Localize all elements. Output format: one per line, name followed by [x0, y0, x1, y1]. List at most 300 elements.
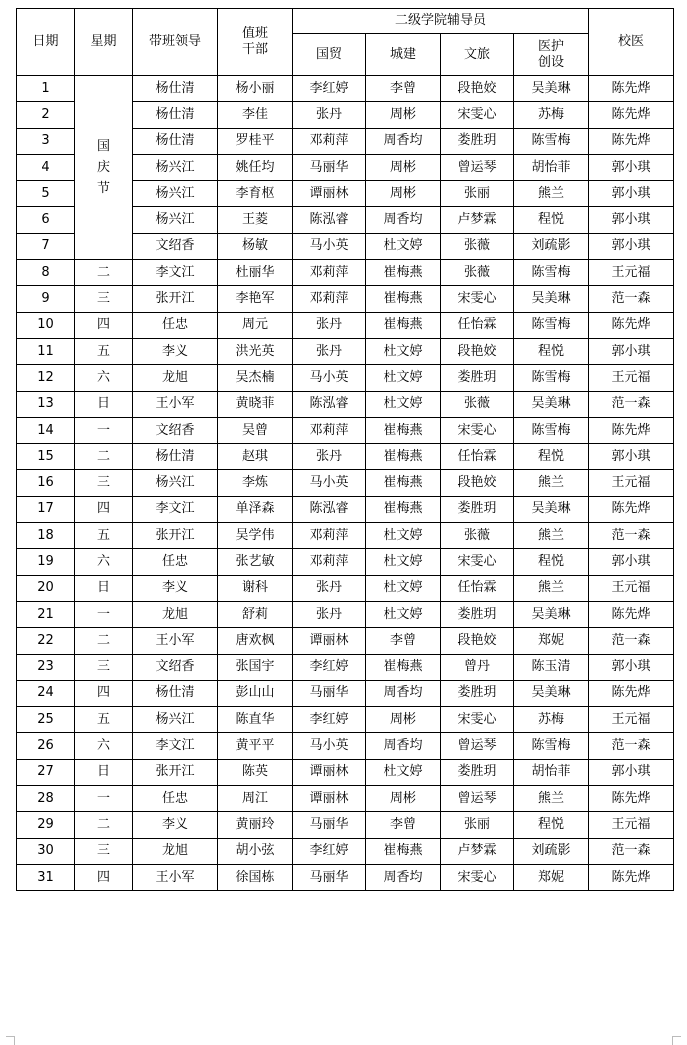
- table-row: [17, 759, 674, 785]
- cell-doctor: 陈先烨: [589, 786, 674, 812]
- header-wenlv: 文旅: [441, 34, 514, 76]
- cell-wenlv: 张薇: [441, 233, 514, 259]
- cell-cadre: 李艳军: [218, 286, 293, 312]
- cell-cadre: 周江: [218, 786, 293, 812]
- cell-leader: 杨仕清: [133, 444, 218, 470]
- cell-leader: 张开江: [133, 286, 218, 312]
- cell-date: 16: [17, 470, 75, 496]
- cell-chengjian: 周香均: [366, 207, 441, 233]
- holiday-char: 庆: [96, 160, 110, 176]
- cell-wenlv: 娄胜玥: [441, 759, 514, 785]
- cell-leader: 杨兴江: [133, 207, 218, 233]
- cell-wenlv: 宋雯心: [441, 549, 514, 575]
- cell-wenlv: 任怡霖: [441, 312, 514, 338]
- header-duty-cadre-line2: 干部: [241, 42, 268, 57]
- holiday-char: 国: [96, 139, 110, 155]
- cell-leader: 李义: [133, 338, 218, 364]
- cell-guomao: 马小英: [293, 733, 366, 759]
- cell-chengjian: 崔梅燕: [366, 470, 441, 496]
- cell-yihu: 吴美琳: [514, 496, 589, 522]
- cell-leader: 王小军: [133, 391, 218, 417]
- cell-chengjian: 周彬: [366, 102, 441, 128]
- cell-cadre: 吴曾: [218, 417, 293, 443]
- cell-yihu: 程悦: [514, 207, 589, 233]
- cell-weekday: 三: [75, 286, 133, 312]
- header-chengjian: 城建: [366, 34, 441, 76]
- cell-weekday: 一: [75, 417, 133, 443]
- cell-yihu: 苏梅: [514, 707, 589, 733]
- header-duty-cadre-line1: 值班: [241, 26, 268, 41]
- cell-guomao: 陈泓睿: [293, 207, 366, 233]
- cell-yihu: 熊兰: [514, 575, 589, 601]
- cell-yihu: 吴美琳: [514, 680, 589, 706]
- cell-wenlv: 宋雯心: [441, 286, 514, 312]
- cell-leader: 杨兴江: [133, 470, 218, 496]
- cell-wenlv: 娄胜玥: [441, 680, 514, 706]
- cell-yihu: 程悦: [514, 444, 589, 470]
- cell-guomao: 张丹: [293, 444, 366, 470]
- cell-doctor: 范一森: [589, 838, 674, 864]
- cell-chengjian: 李曾: [366, 76, 441, 102]
- cell-leader: 张开江: [133, 759, 218, 785]
- cell-date: 5: [17, 181, 75, 207]
- cell-wenlv: 娄胜玥: [441, 601, 514, 627]
- cell-doctor: 郭小琪: [589, 549, 674, 575]
- cell-weekday: 日: [75, 759, 133, 785]
- cell-doctor: 郭小琪: [589, 444, 674, 470]
- header-date: 日期: [17, 9, 75, 76]
- cell-weekday: 二: [75, 812, 133, 838]
- cell-leader: 杨仕清: [133, 680, 218, 706]
- cell-doctor: 王元福: [589, 707, 674, 733]
- cell-yihu: 熊兰: [514, 181, 589, 207]
- table-row: [17, 864, 674, 890]
- cell-date: 19: [17, 549, 75, 575]
- cell-guomao: 邓莉萍: [293, 286, 366, 312]
- cell-doctor: 王元福: [589, 365, 674, 391]
- cell-cadre: 胡小弦: [218, 838, 293, 864]
- cell-guomao: 李红婷: [293, 76, 366, 102]
- cell-wenlv: 张薇: [441, 523, 514, 549]
- cell-leader: 杨仕清: [133, 102, 218, 128]
- table-row: [17, 523, 674, 549]
- cell-doctor: 郭小琪: [589, 338, 674, 364]
- cell-guomao: 张丹: [293, 575, 366, 601]
- cell-chengjian: 崔梅燕: [366, 444, 441, 470]
- cell-guomao: 马丽华: [293, 812, 366, 838]
- cell-wenlv: 张薇: [441, 260, 514, 286]
- cell-doctor: 王元福: [589, 812, 674, 838]
- cell-guomao: 邓莉萍: [293, 523, 366, 549]
- cell-chengjian: 周香均: [366, 128, 441, 154]
- table-row: [17, 338, 674, 364]
- cell-guomao: 张丹: [293, 338, 366, 364]
- cell-chengjian: 杜文婷: [366, 575, 441, 601]
- cell-weekday: 三: [75, 654, 133, 680]
- cell-wenlv: 张丽: [441, 181, 514, 207]
- cell-date: 22: [17, 628, 75, 654]
- table-row: [17, 786, 674, 812]
- cell-doctor: 陈先烨: [589, 128, 674, 154]
- table-row: [17, 812, 674, 838]
- cell-chengjian: 周香均: [366, 680, 441, 706]
- cell-weekday: 六: [75, 365, 133, 391]
- cell-date: 28: [17, 786, 75, 812]
- cell-date: 27: [17, 759, 75, 785]
- table-row: [17, 628, 674, 654]
- cell-wenlv: 张薇: [441, 391, 514, 417]
- cell-leader: 任忠: [133, 549, 218, 575]
- header-leader: 带班领导: [133, 9, 218, 76]
- cell-weekday: 三: [75, 470, 133, 496]
- cell-cadre: 彭山山: [218, 680, 293, 706]
- cell-leader: 张开江: [133, 523, 218, 549]
- cell-date: 20: [17, 575, 75, 601]
- header-guomao: 国贸: [293, 34, 366, 76]
- cell-date: 8: [17, 260, 75, 286]
- cell-guomao: 谭丽林: [293, 759, 366, 785]
- cell-doctor: 郭小琪: [589, 207, 674, 233]
- cell-guomao: 谭丽林: [293, 628, 366, 654]
- cell-yihu: 苏梅: [514, 102, 589, 128]
- table-row: [17, 654, 674, 680]
- cell-doctor: 范一森: [589, 628, 674, 654]
- cell-weekday: 六: [75, 549, 133, 575]
- cell-guomao: 马丽华: [293, 154, 366, 180]
- cell-chengjian: 周彬: [366, 181, 441, 207]
- cell-guomao: 邓莉萍: [293, 260, 366, 286]
- table-row: [17, 707, 674, 733]
- cell-doctor: 郭小琪: [589, 233, 674, 259]
- table-row: [17, 76, 674, 102]
- cell-doctor: 范一森: [589, 523, 674, 549]
- cell-weekday: 二: [75, 260, 133, 286]
- cell-chengjian: 杜文婷: [366, 338, 441, 364]
- cell-cadre: 杨小丽: [218, 76, 293, 102]
- header-weekday: 星期: [75, 9, 133, 76]
- cell-yihu: 陈雪梅: [514, 417, 589, 443]
- cell-leader: 杨兴江: [133, 154, 218, 180]
- cell-guomao: 邓莉萍: [293, 417, 366, 443]
- cell-doctor: 陈先烨: [589, 76, 674, 102]
- cell-holiday-national-day: [75, 76, 133, 260]
- cell-doctor: 陈先烨: [589, 312, 674, 338]
- cell-wenlv: 曾运琴: [441, 733, 514, 759]
- cell-date: 4: [17, 154, 75, 180]
- cell-cadre: 王菱: [218, 207, 293, 233]
- cell-leader: 文绍香: [133, 654, 218, 680]
- cell-wenlv: 宋雯心: [441, 102, 514, 128]
- cell-leader: 杨仕清: [133, 128, 218, 154]
- cell-wenlv: 卢梦霖: [441, 838, 514, 864]
- cell-yihu: 郑妮: [514, 864, 589, 890]
- cell-leader: 杨兴江: [133, 181, 218, 207]
- cell-doctor: 陈先烨: [589, 417, 674, 443]
- cell-leader: 李义: [133, 575, 218, 601]
- table-row: [17, 575, 674, 601]
- table-row: [17, 444, 674, 470]
- cell-date: 10: [17, 312, 75, 338]
- cell-leader: 李文江: [133, 496, 218, 522]
- cell-wenlv: 宋雯心: [441, 864, 514, 890]
- cell-guomao: 张丹: [293, 312, 366, 338]
- table-row: [17, 417, 674, 443]
- table-row: [17, 549, 674, 575]
- cell-yihu: 陈玉清: [514, 654, 589, 680]
- cell-doctor: 王元福: [589, 575, 674, 601]
- cell-date: 7: [17, 233, 75, 259]
- cell-weekday: 四: [75, 496, 133, 522]
- cell-wenlv: 任怡霖: [441, 444, 514, 470]
- cell-wenlv: 段艳姣: [441, 338, 514, 364]
- cell-cadre: 舒莉: [218, 601, 293, 627]
- cell-weekday: 五: [75, 707, 133, 733]
- cell-doctor: 范一森: [589, 733, 674, 759]
- cell-wenlv: 曾运琴: [441, 786, 514, 812]
- cell-date: 23: [17, 654, 75, 680]
- cell-leader: 任忠: [133, 786, 218, 812]
- cell-chengjian: 杜文婷: [366, 233, 441, 259]
- cell-date: 17: [17, 496, 75, 522]
- cell-chengjian: 崔梅燕: [366, 838, 441, 864]
- duty-schedule-table: [16, 8, 674, 891]
- cell-doctor: 郭小琪: [589, 759, 674, 785]
- cell-yihu: 吴美琳: [514, 286, 589, 312]
- cell-wenlv: 段艳姣: [441, 470, 514, 496]
- cell-date: 31: [17, 864, 75, 890]
- cell-yihu: 郑妮: [514, 628, 589, 654]
- cell-doctor: 郭小琪: [589, 181, 674, 207]
- cell-guomao: 谭丽林: [293, 786, 366, 812]
- cell-cadre: 谢科: [218, 575, 293, 601]
- cell-cadre: 姚任均: [218, 154, 293, 180]
- cell-doctor: 郭小琪: [589, 154, 674, 180]
- cell-wenlv: 段艳姣: [441, 76, 514, 102]
- cell-leader: 王小军: [133, 628, 218, 654]
- cell-cadre: 杜丽华: [218, 260, 293, 286]
- cell-cadre: 杨敏: [218, 233, 293, 259]
- cell-chengjian: 崔梅燕: [366, 496, 441, 522]
- cell-wenlv: 曾运琴: [441, 154, 514, 180]
- table-row: [17, 312, 674, 338]
- cell-wenlv: 宋雯心: [441, 707, 514, 733]
- cell-yihu: 熊兰: [514, 470, 589, 496]
- cell-chengjian: 杜文婷: [366, 365, 441, 391]
- cell-doctor: 陈先烨: [589, 864, 674, 890]
- cell-wenlv: 宋雯心: [441, 417, 514, 443]
- cell-leader: 王小军: [133, 864, 218, 890]
- cell-date: 9: [17, 286, 75, 312]
- cell-weekday: 一: [75, 786, 133, 812]
- cell-yihu: 陈雪梅: [514, 365, 589, 391]
- cell-weekday: 一: [75, 601, 133, 627]
- cell-guomao: 陈泓睿: [293, 391, 366, 417]
- header-yihu-chuangshe: [514, 34, 589, 76]
- cell-date: 1: [17, 76, 75, 102]
- cell-doctor: 陈先烨: [589, 102, 674, 128]
- cell-yihu: 熊兰: [514, 523, 589, 549]
- cell-cadre: 吴学伟: [218, 523, 293, 549]
- cell-chengjian: 周彬: [366, 707, 441, 733]
- cell-wenlv: 张丽: [441, 812, 514, 838]
- cell-cadre: 徐国栋: [218, 864, 293, 890]
- cell-chengjian: 杜文婷: [366, 601, 441, 627]
- cell-cadre: 黄晓菲: [218, 391, 293, 417]
- cell-date: 25: [17, 707, 75, 733]
- cell-chengjian: 崔梅燕: [366, 286, 441, 312]
- cell-weekday: 日: [75, 575, 133, 601]
- cell-weekday: 日: [75, 391, 133, 417]
- cell-leader: 龙旭: [133, 601, 218, 627]
- cell-guomao: 陈泓睿: [293, 496, 366, 522]
- cell-yihu: 陈雪梅: [514, 260, 589, 286]
- cell-date: 14: [17, 417, 75, 443]
- cell-cadre: 李炼: [218, 470, 293, 496]
- cell-weekday: 四: [75, 312, 133, 338]
- cell-leader: 文绍香: [133, 417, 218, 443]
- cell-doctor: 郭小琪: [589, 654, 674, 680]
- cell-leader: 文绍香: [133, 233, 218, 259]
- cell-guomao: 邓莉萍: [293, 549, 366, 575]
- cell-leader: 李文江: [133, 260, 218, 286]
- cell-doctor: 范一森: [589, 391, 674, 417]
- cell-doctor: 王元福: [589, 470, 674, 496]
- cell-chengjian: 崔梅燕: [366, 260, 441, 286]
- cell-weekday: 四: [75, 680, 133, 706]
- cell-date: 12: [17, 365, 75, 391]
- cell-cadre: 洪光英: [218, 338, 293, 364]
- cell-date: 21: [17, 601, 75, 627]
- cell-yihu: 刘疏影: [514, 233, 589, 259]
- cell-weekday: 四: [75, 864, 133, 890]
- cell-chengjian: 崔梅燕: [366, 654, 441, 680]
- cell-cadre: 陈直华: [218, 707, 293, 733]
- cell-date: 30: [17, 838, 75, 864]
- cell-chengjian: 杜文婷: [366, 391, 441, 417]
- cell-guomao: 李红婷: [293, 838, 366, 864]
- cell-yihu: 陈雪梅: [514, 128, 589, 154]
- cell-date: 24: [17, 680, 75, 706]
- cell-chengjian: 周香均: [366, 733, 441, 759]
- cell-cadre: 吴杰楠: [218, 365, 293, 391]
- cell-yihu: 胡怡菲: [514, 154, 589, 180]
- cell-weekday: 五: [75, 523, 133, 549]
- cell-leader: 李文江: [133, 733, 218, 759]
- cell-weekday: 五: [75, 338, 133, 364]
- cell-date: 3: [17, 128, 75, 154]
- cell-cadre: 周元: [218, 312, 293, 338]
- cell-chengjian: 李曾: [366, 628, 441, 654]
- cell-weekday: 二: [75, 444, 133, 470]
- cell-cadre: 张艺敏: [218, 549, 293, 575]
- table-row: [17, 838, 674, 864]
- cell-guomao: 张丹: [293, 601, 366, 627]
- cell-doctor: 王元福: [589, 260, 674, 286]
- cell-cadre: 陈英: [218, 759, 293, 785]
- cell-cadre: 李育枢: [218, 181, 293, 207]
- cell-guomao: 马丽华: [293, 864, 366, 890]
- cell-yihu: 程悦: [514, 338, 589, 364]
- cell-cadre: 唐欢枫: [218, 628, 293, 654]
- cell-leader: 龙旭: [133, 365, 218, 391]
- cell-leader: 杨兴江: [133, 707, 218, 733]
- cell-yihu: 陈雪梅: [514, 312, 589, 338]
- cell-chengjian: 杜文婷: [366, 523, 441, 549]
- cell-cadre: 张国宇: [218, 654, 293, 680]
- cell-yihu: 胡怡菲: [514, 759, 589, 785]
- cell-guomao: 李红婷: [293, 707, 366, 733]
- table-row: [17, 391, 674, 417]
- cell-guomao: 马小英: [293, 365, 366, 391]
- table-row: [17, 680, 674, 706]
- cell-date: 2: [17, 102, 75, 128]
- table-row: [17, 733, 674, 759]
- cell-wenlv: 任怡霖: [441, 575, 514, 601]
- cell-date: 18: [17, 523, 75, 549]
- cell-guomao: 马小英: [293, 233, 366, 259]
- cell-wenlv: 娄胜玥: [441, 128, 514, 154]
- cell-leader: 李义: [133, 812, 218, 838]
- cell-guomao: 邓莉萍: [293, 128, 366, 154]
- cell-wenlv: 卢梦霖: [441, 207, 514, 233]
- cell-chengjian: 周彬: [366, 154, 441, 180]
- cell-cadre: 黄平平: [218, 733, 293, 759]
- table-row: [17, 260, 674, 286]
- cell-doctor: 范一森: [589, 286, 674, 312]
- cell-wenlv: 娄胜玥: [441, 496, 514, 522]
- cell-date: 11: [17, 338, 75, 364]
- cell-leader: 任忠: [133, 312, 218, 338]
- cell-cadre: 李佳: [218, 102, 293, 128]
- cell-yihu: 吴美琳: [514, 601, 589, 627]
- cell-chengjian: 周彬: [366, 786, 441, 812]
- cell-guomao: 谭丽林: [293, 181, 366, 207]
- table-row: [17, 496, 674, 522]
- cell-doctor: 陈先烨: [589, 680, 674, 706]
- cell-yihu: 熊兰: [514, 786, 589, 812]
- cell-yihu: 吴美琳: [514, 391, 589, 417]
- header-yihu-line2: 创设: [538, 54, 565, 70]
- cell-chengjian: 周香均: [366, 864, 441, 890]
- cell-yihu: 吴美琳: [514, 76, 589, 102]
- cell-cadre: 罗桂平: [218, 128, 293, 154]
- cell-doctor: 陈先烨: [589, 601, 674, 627]
- cell-guomao: 马丽华: [293, 680, 366, 706]
- cell-chengjian: 崔梅燕: [366, 312, 441, 338]
- table-row: [17, 365, 674, 391]
- cell-chengjian: 杜文婷: [366, 549, 441, 575]
- cell-wenlv: 娄胜玥: [441, 365, 514, 391]
- cell-chengjian: 李曾: [366, 812, 441, 838]
- cell-weekday: 二: [75, 628, 133, 654]
- cell-weekday: 六: [75, 733, 133, 759]
- cell-guomao: 马小英: [293, 470, 366, 496]
- header-college-counselors: 二级学院辅导员: [293, 9, 589, 34]
- table-row: [17, 286, 674, 312]
- cell-yihu: 刘疏影: [514, 838, 589, 864]
- cell-date: 13: [17, 391, 75, 417]
- cell-yihu: 程悦: [514, 812, 589, 838]
- cell-chengjian: 杜文婷: [366, 759, 441, 785]
- table-row: [17, 601, 674, 627]
- holiday-char: 节: [96, 181, 110, 197]
- cell-cadre: 单泽森: [218, 496, 293, 522]
- cell-doctor: 陈先烨: [589, 496, 674, 522]
- cell-leader: 杨仕清: [133, 76, 218, 102]
- cell-yihu: 程悦: [514, 549, 589, 575]
- table-row: [17, 470, 674, 496]
- header-school-doctor: 校医: [589, 9, 674, 76]
